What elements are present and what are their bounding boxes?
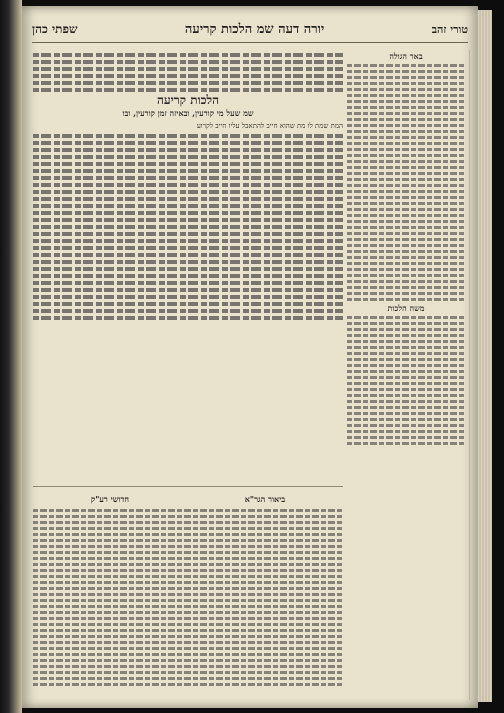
main-text-column bbox=[33, 50, 343, 445]
side-text-line bbox=[347, 388, 465, 391]
bottom-text-line bbox=[33, 659, 343, 662]
side-text-line bbox=[347, 298, 465, 301]
bottom-text-line bbox=[33, 671, 343, 674]
text-line bbox=[33, 225, 343, 229]
side-text-line bbox=[347, 124, 465, 127]
text-line bbox=[33, 239, 343, 243]
bottom-text-line bbox=[33, 587, 343, 590]
page-header bbox=[32, 16, 468, 43]
text-line bbox=[33, 141, 343, 145]
side-text-line bbox=[347, 148, 465, 151]
side-text-line bbox=[347, 184, 465, 187]
side-text-line bbox=[347, 82, 465, 85]
side-text-line bbox=[347, 334, 465, 337]
side-text-line bbox=[347, 358, 465, 361]
side-commentary-column bbox=[347, 50, 470, 700]
text-line bbox=[33, 53, 343, 57]
bottom-commentary-column bbox=[33, 506, 343, 701]
text-line bbox=[33, 134, 343, 138]
side-text-line bbox=[347, 412, 465, 415]
bottom-text-line bbox=[33, 665, 343, 668]
text-line bbox=[33, 316, 343, 320]
side-text-line bbox=[347, 238, 465, 241]
side-text-line bbox=[347, 208, 465, 211]
side-text-line bbox=[347, 64, 465, 67]
text-line bbox=[33, 288, 343, 292]
text-line bbox=[33, 260, 343, 264]
side-text-line bbox=[347, 190, 465, 193]
side-text-line bbox=[347, 76, 465, 79]
text-line bbox=[33, 232, 343, 236]
section-title: הלכות קריעה bbox=[156, 93, 220, 107]
side-text-line bbox=[347, 142, 465, 145]
bottom-text-line bbox=[33, 677, 343, 680]
text-line bbox=[33, 176, 343, 180]
side-text-line bbox=[347, 364, 465, 367]
text-line bbox=[33, 197, 343, 201]
side-text-line bbox=[347, 226, 465, 229]
bottom-commentary-titles bbox=[33, 494, 343, 504]
text-line bbox=[33, 162, 343, 166]
text-line bbox=[33, 88, 343, 92]
side-text-line bbox=[347, 214, 465, 217]
side-title-mid: משה הלכות bbox=[387, 303, 425, 313]
bottom-text-line bbox=[33, 629, 343, 632]
bottom-text-line bbox=[33, 575, 343, 578]
text-line bbox=[33, 148, 343, 152]
bottom-text-line bbox=[33, 647, 343, 650]
side-text-line bbox=[347, 442, 465, 445]
side-text-line bbox=[347, 136, 465, 139]
text-line bbox=[33, 302, 343, 306]
side-text-line bbox=[347, 244, 465, 247]
header-center-title: יורה דעה שמ הלכות קריעה bbox=[184, 22, 325, 37]
side-text-line bbox=[347, 292, 465, 295]
side-text-line bbox=[347, 328, 465, 331]
bottom-text-line bbox=[33, 563, 343, 566]
bottom-text-line bbox=[33, 557, 343, 560]
bottom-text-line bbox=[33, 515, 343, 518]
side-text-line bbox=[347, 130, 465, 133]
side-text-line bbox=[347, 166, 465, 169]
side-text-line bbox=[347, 268, 465, 271]
text-line bbox=[33, 246, 343, 250]
side-text-line bbox=[347, 424, 465, 427]
side-text-line bbox=[347, 100, 465, 103]
text-line bbox=[33, 204, 343, 208]
bottom-text-line bbox=[33, 605, 343, 608]
side-text-line bbox=[347, 196, 465, 199]
bottom-text-line bbox=[33, 611, 343, 614]
bottom-text-line bbox=[33, 533, 343, 536]
bottom-text-line bbox=[33, 509, 343, 512]
bottom-text-line bbox=[33, 641, 343, 644]
bottom-text-line bbox=[33, 581, 343, 584]
side-text-line bbox=[347, 172, 465, 175]
header-left-title: שפתי כהן bbox=[32, 21, 78, 36]
side-text-line bbox=[347, 106, 465, 109]
side-text-line bbox=[347, 418, 465, 421]
text-line bbox=[33, 253, 343, 257]
text-line bbox=[33, 190, 343, 194]
side-text-line bbox=[347, 394, 465, 397]
section-separator bbox=[33, 486, 343, 487]
bottom-text-line bbox=[33, 545, 343, 548]
text-line bbox=[33, 81, 343, 85]
side-text-line bbox=[347, 352, 465, 355]
text-line bbox=[33, 309, 343, 313]
side-text-line bbox=[347, 406, 465, 409]
text-line bbox=[33, 183, 343, 187]
side-text-line bbox=[347, 154, 465, 157]
side-text-line bbox=[347, 94, 465, 97]
text-line bbox=[33, 155, 343, 159]
side-text-line bbox=[347, 118, 465, 121]
bottom-text-line bbox=[33, 617, 343, 620]
side-text-line bbox=[347, 376, 465, 379]
bottom-text-line bbox=[33, 527, 343, 530]
side-text-line bbox=[347, 400, 465, 403]
page-edges bbox=[478, 10, 492, 702]
side-text-line bbox=[347, 436, 465, 439]
side-text-line bbox=[347, 250, 465, 253]
side-text-line bbox=[347, 262, 465, 265]
header-right-title: טורי זהב bbox=[431, 22, 468, 36]
bottom-text-line bbox=[33, 539, 343, 542]
bottom-text-line bbox=[33, 599, 343, 602]
text-line bbox=[33, 274, 343, 278]
text-line bbox=[33, 169, 343, 173]
text-line bbox=[33, 74, 343, 78]
bottom-title-right: ביאור הגר"א bbox=[244, 494, 286, 504]
side-text-line bbox=[347, 202, 465, 205]
text-line bbox=[33, 267, 343, 271]
side-text-line bbox=[347, 322, 465, 325]
bottom-title-left: חדושי רע"ק bbox=[90, 494, 129, 504]
text-line bbox=[33, 295, 343, 299]
bottom-text-line bbox=[33, 551, 343, 554]
bottom-text-line bbox=[33, 683, 343, 686]
side-title-top: באר הגולה bbox=[389, 51, 423, 61]
bottom-text-line bbox=[33, 623, 343, 626]
text-line bbox=[33, 67, 343, 71]
side-text-line bbox=[347, 370, 465, 373]
text-line bbox=[33, 281, 343, 285]
text-line bbox=[33, 218, 343, 222]
side-text-line bbox=[347, 286, 465, 289]
side-text-line bbox=[347, 220, 465, 223]
side-text-line bbox=[347, 382, 465, 385]
text-line bbox=[33, 60, 343, 64]
bottom-text-line bbox=[33, 569, 343, 572]
side-text-line bbox=[347, 232, 465, 235]
side-text-line bbox=[347, 160, 465, 163]
side-text-line bbox=[347, 88, 465, 91]
side-text-line bbox=[347, 430, 465, 433]
section-subtitle: שמ שעל מי קורעין, ובאיזה זמן קורעין, ובו bbox=[122, 108, 254, 118]
bottom-text-line bbox=[33, 653, 343, 656]
side-text-line bbox=[347, 316, 465, 319]
side-text-line bbox=[347, 346, 465, 349]
bottom-text-line bbox=[33, 521, 343, 524]
opening-line: המת שמת לו מת שהוא חייב להתאבל עליו חייב לקרוע bbox=[196, 122, 343, 130]
side-text-line bbox=[347, 178, 465, 181]
side-text-line bbox=[347, 274, 465, 277]
side-text-line bbox=[347, 256, 465, 259]
side-text-line bbox=[347, 70, 465, 73]
side-text-line bbox=[347, 112, 465, 115]
side-text-line bbox=[347, 340, 465, 343]
bottom-text-line bbox=[33, 593, 343, 596]
bottom-text-line bbox=[33, 635, 343, 638]
book-page bbox=[22, 6, 478, 708]
book-spine-shadow bbox=[0, 0, 22, 713]
side-text-line bbox=[347, 280, 465, 283]
text-line bbox=[33, 211, 343, 215]
